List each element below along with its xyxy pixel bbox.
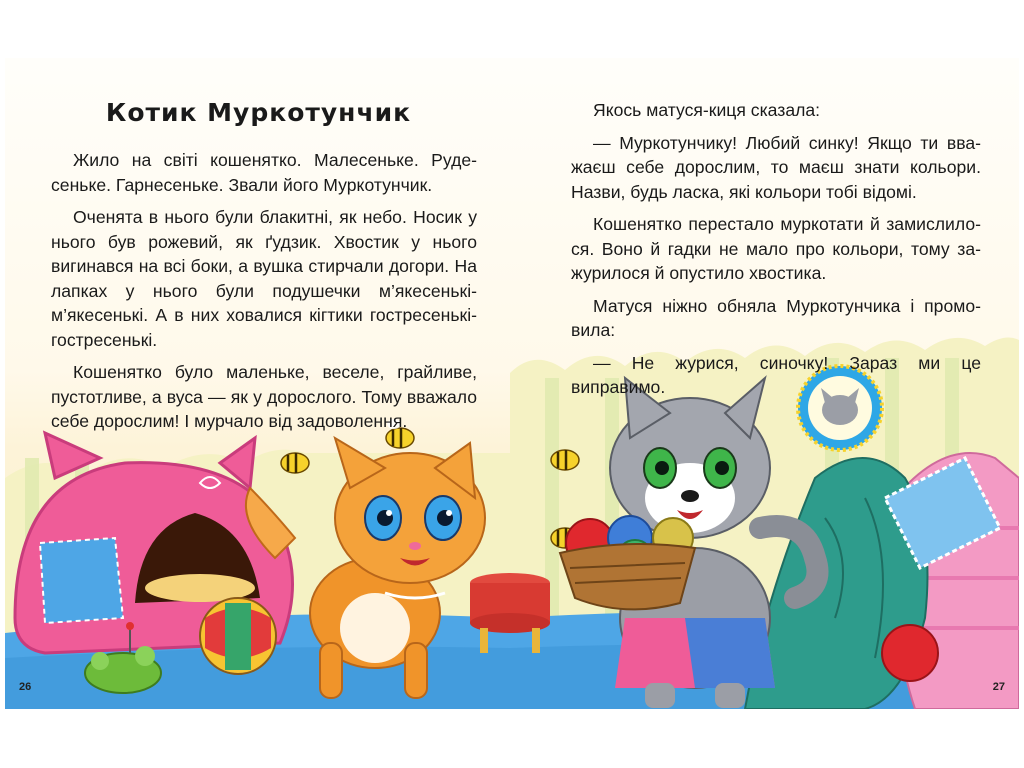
- paragraph: Кошенятко було маленьке, веселе, грайливе, пустотливе, а вуса — як у дорослого. Тому вважало себе дорослим! І мурчало від задоволення.: [51, 362, 477, 431]
- left-page: [5, 58, 512, 709]
- paragraph: Оченята в нього були блакитні, як небо. Носик у нього був рожевий, як ґудзик. Хвостик у нього вигинався на всі боки, а вушка стирчали догори. На лапках у нього були подушечки м’якесенькі-м’якесенькі. А в них ховалися кігтики гостресенькі-гостресенькі.: [51, 207, 477, 350]
- right-text-block: [571, 98, 981, 400]
- paragraph: Жило на світі кошенятко. Малесеньке. Рудесеньке. Гарнесеньке. Звали його Муркотунчик.: [51, 150, 477, 195]
- book-spread: [5, 58, 1019, 709]
- paragraph: Якось матуся-киця сказала:: [593, 100, 821, 120]
- page-number-right: 27: [992, 681, 1005, 693]
- left-text-block: [51, 148, 477, 434]
- page-number-left: 26: [19, 681, 32, 693]
- paragraph: Матуся ніжно обняла Муркотунчика і промовила:: [571, 295, 981, 340]
- paragraph: — Не журися, синочку! Зараз ми це виправимо.: [571, 352, 981, 397]
- paragraph: — Муркотунчику! Любий синку! Якщо ти вважаєш себе дорослим, то маєш знати кольори. Назви, будь ласка, які кольори тобі відомі.: [571, 132, 981, 202]
- paragraph: Кошенятко перестало муркотати й замислилося. Воно й гадки не мало про кольори, тому зажурилося й опустило хвостика.: [571, 214, 981, 283]
- story-title: Котик Муркотунчик: [105, 98, 412, 127]
